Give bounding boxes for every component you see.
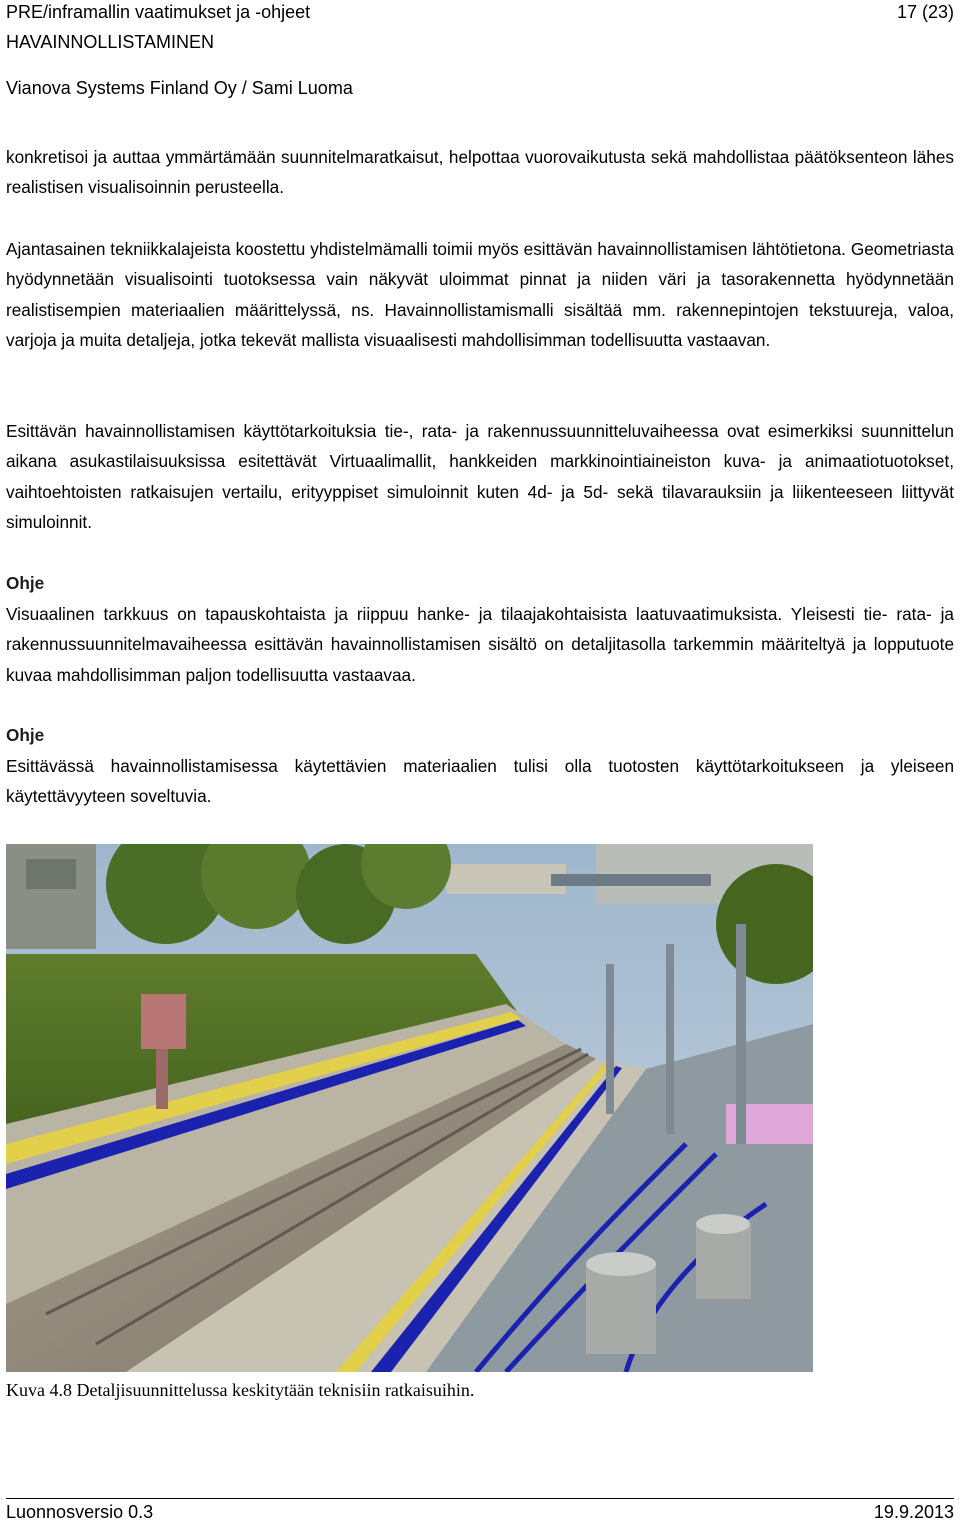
figure-caption: Kuva 4.8 Detaljisuunnittelussa keskitytään teknisiin ratkaisuihin. <box>6 1380 475 1400</box>
footer-divider <box>6 1498 954 1499</box>
paragraph-3: Esittävän havainnollistamisen käyttötarkoituksia tie-, rata- ja rakennussuunnitteluvaiheessa ovat esimerkiksi suunnittelun aikana asukastilaisuuksissa esitettävät Virtuaalimallit, hankkeiden markkinointiaineiston kuva- ja animaatiotuotokset, vaihtoehtoisten ratkaisujen vertailu, erityyppiset simuloinnit kuten 4d- ja 5d- sekä tilavarauksiin ja liikenteeseen liittyvät simuloinnit. <box>6 421 954 533</box>
footer-version: Luonnosversio 0.3 <box>6 1502 154 1522</box>
author-line: Vianova Systems Finland Oy / Sami Luoma <box>6 78 353 98</box>
page-number: 17 (23) <box>896 2 954 22</box>
ohje-text-1: Visuaalinen tarkkuus on tapauskohtaista ja riippuu hanke- ja tilaajakohtaisista laatuvaatimuksista. Yleisesti tie- rata- ja rakennussuunnitelmavaiheessa esittävän havainnollistamisen sisältö on detaljitasolla tarkemmin määriteltyä ja lopputuote kuvaa mahdollisimman paljon todellisuutta vastaavaa. <box>6 604 954 685</box>
railway-platform-render <box>6 844 813 1372</box>
ohje-text-2: Esittävässä havainnollistamisessa käytettävien materiaalien tulisi olla tuotosten käyttötarkoitukseen ja yleiseen käytettävyyteen soveltuvia. <box>6 756 954 807</box>
document-title: PRE/inframallin vaatimukset ja -ohjeet <box>6 2 311 22</box>
footer-date: 19.9.2013 <box>873 1502 954 1522</box>
paragraph-1: konkretisoi ja auttaa ymmärtämään suunnitelmaratkaisut, helpottaa vuorovaikutusta sekä mahdollistaa päätöksenteon lähes realistisen visualisoinnin perusteella. <box>6 147 954 198</box>
ohje-heading-2: Ohje <box>6 725 45 745</box>
ohje-heading-1: Ohje <box>6 573 45 593</box>
paragraph-2: Ajantasainen tekniikkalajeista koostettu yhdistelmämalli toimii myös esittävän havainnollistamisen lähtötietona. Geometriasta hyödynnetään visualisointi tuotoksessa vain näkyvät uloimmat pinnat ja niiden väri ja tasorakennetta hyödynnetään realistisempien materiaalien määrittelyssä, ns. Havainnollistamismalli sisältää mm. rakennepintojen tekstuureja, valoa, varjoja ja muita detaljeja, jotka tekevät mallista visuaalisesti mahdollisimman todellisuutta vastaavan. <box>6 239 954 351</box>
section-title: HAVAINNOLLISTAMINEN <box>6 32 215 52</box>
